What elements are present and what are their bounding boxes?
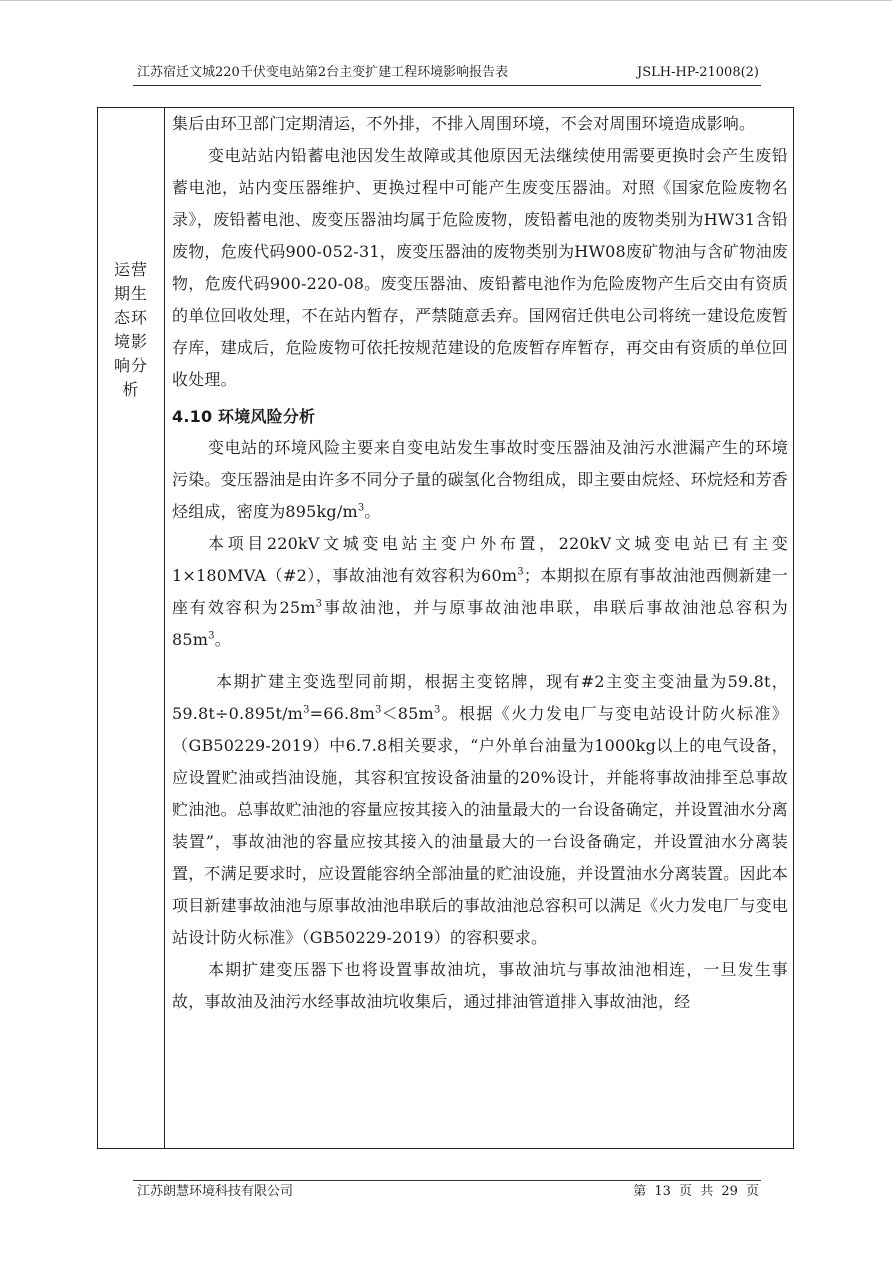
row-label-operation-ecology (108, 258, 154, 402)
company-name: 江苏朗慧环境科技有限公司 (137, 1184, 294, 1199)
page-footer (137, 1182, 759, 1202)
paragraph-design-standard: 本期扩建主变选型同前期，根据主变铭牌，现有#2主变主变油量为59.8t，$59.8t\div 0.895t/m^3=66.8m^3<85m^3$。根据《火力发电厂与变电站设计防火标准》（GB50229-2019）中6.7.8相关要求，“户外单台油量为1000kg以上的电气设备，应设置贮油或挡油设施，其容积宜按设备油量的20%设计，并能将事故油排至总事故贮油池。总事故贮油池的容量应按其接入的油量最大的一台设备确定，并设置油水分离装置”，事故油池的容量应按其接入的油量最大的一台设备确定，并设置油水分离装置，不满足要求时，应设置能容纳全部油量的贮油设施，并设置油水分离装置。因此本项目新建事故油池与原事故油池串联后的事故油池总容积可以满足《火力发电厂与变电站设计防火标准》（GB50229-2019）的容积要求。 (172, 672, 788, 947)
paragraph-environmental-risk: 变电站的环境风险主要来自变电站发生事故时变压器油及油污水泄漏产生的环境污染。变压器油是由许多不同分子量的碳氢化合物组成，即主要由烷烃、环烷烃和芳香烃组成，密度为$895kg/m^3$。 (172, 438, 788, 521)
paragraph-oil-pool-capacity: 本项目220kV文城变电站主变户外布置，220kV文城变电站已有主变1×180MVA（#2），事故油池有效容积为$60m^3$；本期拟在原有事故油池西侧新建一座有效容积为$25m^3$事故油池，并与原事故油池串联，串联后事故油池总容积为$85m^3$。 (172, 534, 788, 649)
table-column-divider (164, 107, 165, 1149)
section-heading-risk-analysis: 4.10 环境风险分析 (172, 407, 316, 426)
page-number: 第 13 页 共 29 页 (633, 1184, 759, 1199)
row-label-line: 运营 (113, 260, 148, 279)
top-edge-line (0, 0, 892, 1)
row-label-line: 响分 (113, 356, 148, 375)
paragraph-hazardous-waste: 变电站站内铅蓄电池因发生故障或其他原因无法继续使用需要更换时会产生废铅蓄电池，站内变压器维护、更换过程中可能产生废变压器油。对照《国家危险废物名录》，废铅蓄电池、废变压器油均属于危险废物，废铅蓄电池的废物类别为HW31含铅废物，危废代码900-052-31，废变压器油的废物类别为HW08废矿物油与含矿物油废物，危废代码900-220-08。废变压器油、废铅蓄电池作为危险废物产生后交由有资质的单位回收处理，不在站内暂存，严禁随意丢弃。国网宿迁供电公司将统一建设危废暂存库，建成后，危险废物可依托按规范建设的危废暂存库暂存，再交由有资质的单位回收处理。 (172, 146, 788, 389)
footer-rule (133, 1180, 761, 1181)
row-label-line: 境影 (113, 332, 148, 351)
paragraph-waste-disposal: 集后由环卫部门定期清运，不外排，不排入周围环境，不会对周围环境造成影响。 (172, 114, 756, 133)
row-label-line: 析 (122, 380, 140, 399)
content-cell (172, 108, 788, 1018)
report-title: 江苏宿迁文城220千伏变电站第2台主变扩建工程环境影响报告表 (137, 65, 509, 80)
paragraph-oil-pit: 本期扩建变压器下也将设置事故油坑，事故油坑与事故油池相连，一旦发生事故，事故油及油污水经事故油坑收集后，通过排油管道排入事故油池，经 (172, 960, 788, 1011)
page-header (137, 63, 759, 83)
row-label-line: 态环 (113, 308, 148, 327)
row-label-line: 期生 (113, 284, 148, 303)
report-code: JSLH-HP-21008(2) (636, 65, 759, 80)
header-rule (133, 85, 761, 86)
